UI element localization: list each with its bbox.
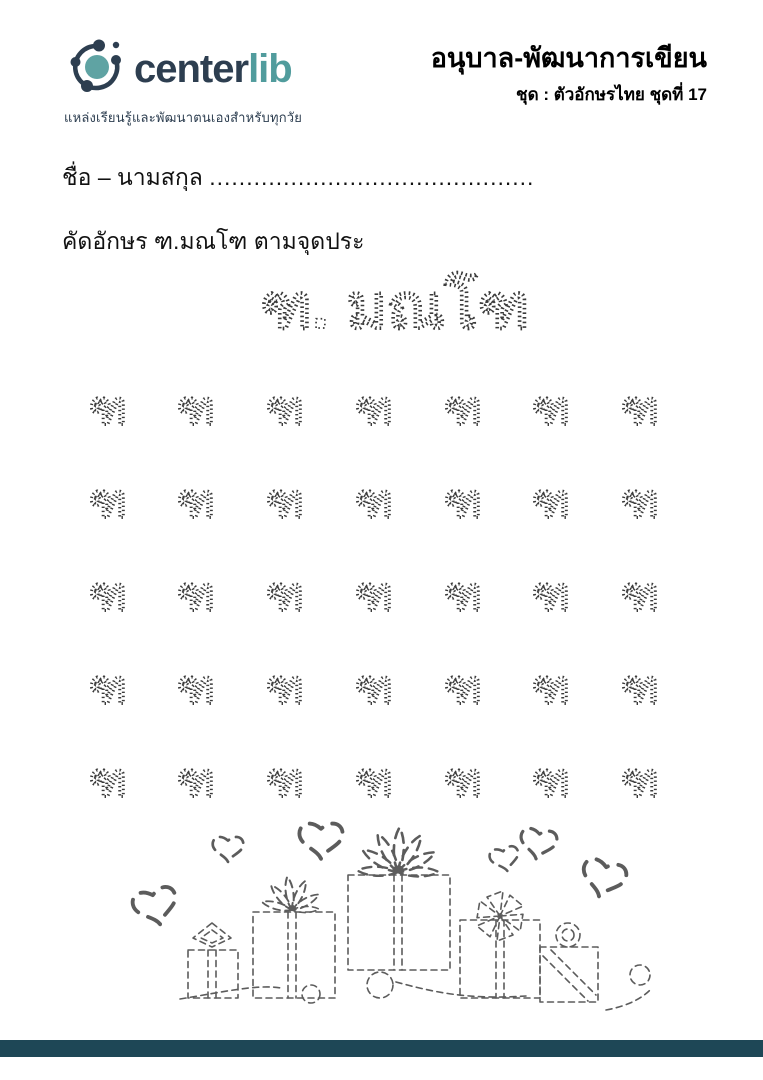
trace-char: ฑ (531, 475, 571, 527)
practice-grid (70, 366, 680, 831)
trace-char: ฑ (265, 475, 305, 527)
trace-char: ฑ (88, 475, 128, 527)
circle-ornament (630, 965, 650, 985)
trace-char: ฑ (88, 568, 128, 620)
practice-row (70, 459, 680, 552)
gift-box-pinwheel (460, 891, 540, 998)
trace-char: ฑ (531, 382, 571, 434)
trace-char: ฑ (176, 754, 216, 806)
centerlib-logo-icon (64, 36, 128, 101)
trace-char: ฑ (88, 382, 128, 434)
gift-box-diagonal (540, 923, 598, 1002)
trace-char: ฑ (354, 475, 394, 527)
footer-bar (0, 1040, 763, 1057)
trace-char: ฑ (265, 661, 305, 713)
ground-line (606, 988, 652, 1010)
trace-char: ฑ (176, 661, 216, 713)
trace-heading-text: ฑ. มณโฑ (260, 273, 530, 342)
ground-line (396, 982, 526, 997)
trace-char: ฑ (443, 661, 483, 713)
trace-char: ฑ (354, 568, 394, 620)
heart-icon (578, 857, 628, 902)
brand-tagline: แหล่งเรียนรู้และพัฒนาตนเองสำหรับทุกวัย (64, 110, 303, 125)
brand-wordmark (134, 46, 292, 91)
trace-char: ฑ (443, 754, 483, 806)
trace-char: ฑ (354, 382, 394, 434)
trace-char: ฑ (620, 475, 660, 527)
trace-char: ฑ (443, 382, 483, 434)
worksheet-subtitle: ชุด : ตัวอักษรไทย ชุดที่ 17 (516, 84, 707, 104)
trace-char: ฑ (176, 568, 216, 620)
circle-ornament (302, 985, 320, 1003)
heart-icon (299, 824, 342, 859)
name-line (62, 160, 534, 196)
trace-char: ฑ (176, 382, 216, 434)
centerlib-logo (64, 36, 302, 128)
trace-char: ฑ (354, 661, 394, 713)
brand-wordmark-primary: center (134, 46, 249, 91)
trace-char: ฑ (88, 661, 128, 713)
name-fill-dots: ............................................ (209, 164, 535, 190)
trace-char: ฑ (265, 382, 305, 434)
trace-char: ฑ (531, 568, 571, 620)
gift-box-small (188, 923, 238, 998)
gift-box-medium (253, 876, 335, 998)
trace-char: ฑ (443, 568, 483, 620)
name-label: ชื่อ – นามสกุล (62, 164, 203, 190)
worksheet-title-block (431, 36, 707, 108)
trace-char: ฑ (265, 754, 305, 806)
trace-char: ฑ (354, 754, 394, 806)
trace-char: ฑ (620, 754, 660, 806)
worksheet-title: อนุบาล-พัฒนาการเขียน (430, 43, 707, 73)
practice-row (70, 645, 680, 738)
practice-row (70, 552, 680, 645)
brand-wordmark-secondary: lib (248, 46, 292, 91)
practice-row (70, 366, 680, 459)
heart-icon (131, 885, 181, 930)
trace-char: ฑ (176, 475, 216, 527)
trace-char: ฑ (531, 661, 571, 713)
trace-char: ฑ (620, 382, 660, 434)
trace-heading (0, 260, 763, 355)
trace-char: ฑ (265, 568, 305, 620)
trace-char: ฑ (443, 475, 483, 527)
circle-ornament (367, 972, 393, 998)
gift-box-large (348, 827, 450, 970)
ground-line (180, 987, 281, 999)
trace-char: ฑ (531, 754, 571, 806)
heart-icon (213, 837, 244, 862)
heart-icon (488, 845, 521, 874)
trace-char: ฑ (620, 568, 660, 620)
gift-boxes-illustration (128, 812, 660, 1017)
instruction-text: คัดอักษร ฑ.มณโฑ ตามจุดประ (62, 228, 365, 254)
heart-icon (518, 827, 558, 861)
trace-char: ฑ (620, 661, 660, 713)
page-header (64, 36, 707, 128)
trace-char: ฑ (88, 754, 128, 806)
